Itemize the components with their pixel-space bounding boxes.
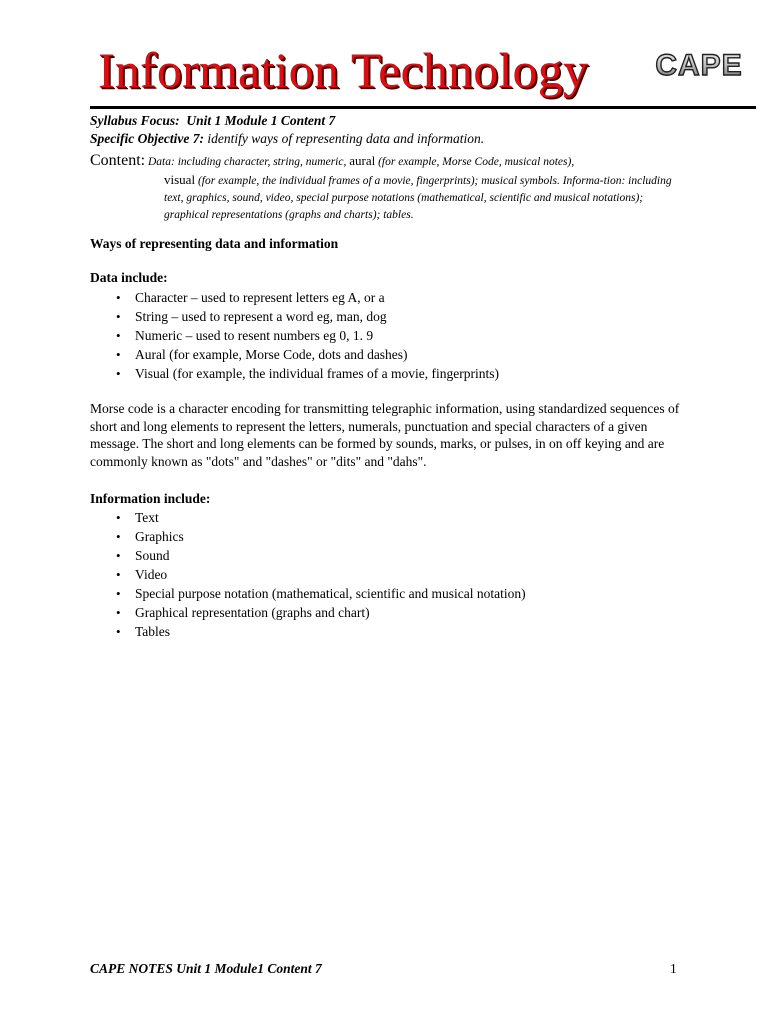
bullet-icon: • bbox=[116, 567, 121, 582]
list-item bbox=[90, 345, 499, 364]
bullet-icon: • bbox=[116, 347, 121, 362]
header-divider bbox=[90, 106, 756, 109]
page-number: 1 bbox=[670, 961, 677, 976]
information-list bbox=[90, 508, 526, 641]
list-item bbox=[90, 546, 526, 565]
objective-value: identify ways of representing data and information. bbox=[207, 131, 485, 146]
list-item bbox=[90, 364, 499, 383]
syllabus-focus bbox=[90, 112, 335, 129]
page-title: Information Technology bbox=[98, 42, 589, 98]
bullet-icon: • bbox=[116, 510, 121, 525]
list-item-text: Graphical representation (graphs and chart) bbox=[135, 605, 370, 620]
syllabus-label: Syllabus Focus: bbox=[90, 113, 180, 128]
content-visual: visual bbox=[164, 172, 196, 187]
content-label: Content bbox=[90, 152, 141, 169]
list-item-text: Visual (for example, the individual frames of a movie, fingerprints) bbox=[135, 366, 499, 381]
bullet-icon: • bbox=[116, 529, 121, 544]
page-header bbox=[98, 40, 758, 106]
data-list bbox=[90, 288, 499, 383]
list-item bbox=[90, 622, 526, 641]
bullet-icon: • bbox=[116, 548, 121, 563]
content-description bbox=[90, 151, 670, 224]
bullet-icon: • bbox=[116, 624, 121, 639]
bullet-icon: • bbox=[116, 290, 121, 305]
list-item-text: Graphics bbox=[135, 529, 184, 544]
bullet-icon: • bbox=[116, 328, 121, 343]
content-line1-b: (for example, Morse Code, musical notes), bbox=[375, 156, 575, 168]
content-line1-a: Data: including character, string, numeric, bbox=[148, 156, 350, 168]
bullet-icon: • bbox=[116, 605, 121, 620]
cape-logo bbox=[654, 44, 744, 84]
bullet-icon: • bbox=[116, 366, 121, 381]
list-item-text: Aural (for example, Morse Code, dots and dashes) bbox=[135, 347, 408, 362]
specific-objective bbox=[90, 130, 484, 147]
list-item bbox=[90, 584, 526, 603]
list-item bbox=[90, 307, 499, 326]
list-item bbox=[90, 288, 499, 307]
list-item bbox=[90, 565, 526, 584]
bullet-icon: • bbox=[116, 309, 121, 324]
content-aural: aural bbox=[349, 153, 376, 168]
content-line2-rest: (for example, the individual frames of a movie, fingerprints); musical symbols. Informa-tion: including text, graphics, sound, video, special purpose notations (mathematical, scientific and musical notations); graphical representations (graphs and charts); tables. bbox=[164, 175, 672, 221]
list-item-text: Numeric – used to resent numbers eg 0, 1. 9 bbox=[135, 328, 374, 343]
list-item bbox=[90, 508, 526, 527]
list-item-text: Video bbox=[135, 567, 168, 582]
content-continuation bbox=[164, 171, 674, 224]
list-item bbox=[90, 603, 526, 622]
syllabus-value: Unit 1 Module 1 Content 7 bbox=[186, 113, 336, 128]
list-item bbox=[90, 326, 499, 345]
list-item-text: String – used to represent a word eg, man, dog bbox=[135, 309, 387, 324]
section-heading: Ways of representing data and information bbox=[90, 236, 339, 251]
list-item-text: Text bbox=[135, 510, 159, 525]
footer-notes-label: CAPE NOTES Unit 1 Module1 Content 7 bbox=[90, 961, 322, 976]
list-item-text: Special purpose notation (mathematical, scientific and musical notation) bbox=[135, 586, 526, 601]
content-colon: : bbox=[140, 152, 146, 169]
morse-code-paragraph: Morse code is a character encoding for transmitting telegraphic information, using standardized sequences of short and long elements to represent the letters, numerals, punctuation and special characters of a given message. The short and long elements can be formed by sounds, marks, or pulses, in on off keying and are commonly known as "dots" and "dashes" or "dits" and "dahs". bbox=[90, 401, 680, 469]
data-heading: Data include: bbox=[90, 270, 168, 285]
objective-label: Specific Objective 7: bbox=[90, 131, 204, 146]
list-item-text: Character – used to represent letters eg A, or a bbox=[135, 290, 385, 305]
bullet-icon: • bbox=[116, 586, 121, 601]
list-item-text: Sound bbox=[135, 548, 170, 563]
information-heading: Information include: bbox=[90, 491, 211, 506]
list-item-text: Tables bbox=[135, 624, 171, 639]
svg-text:CAPE: CAPE bbox=[655, 49, 743, 82]
list-item bbox=[90, 527, 526, 546]
